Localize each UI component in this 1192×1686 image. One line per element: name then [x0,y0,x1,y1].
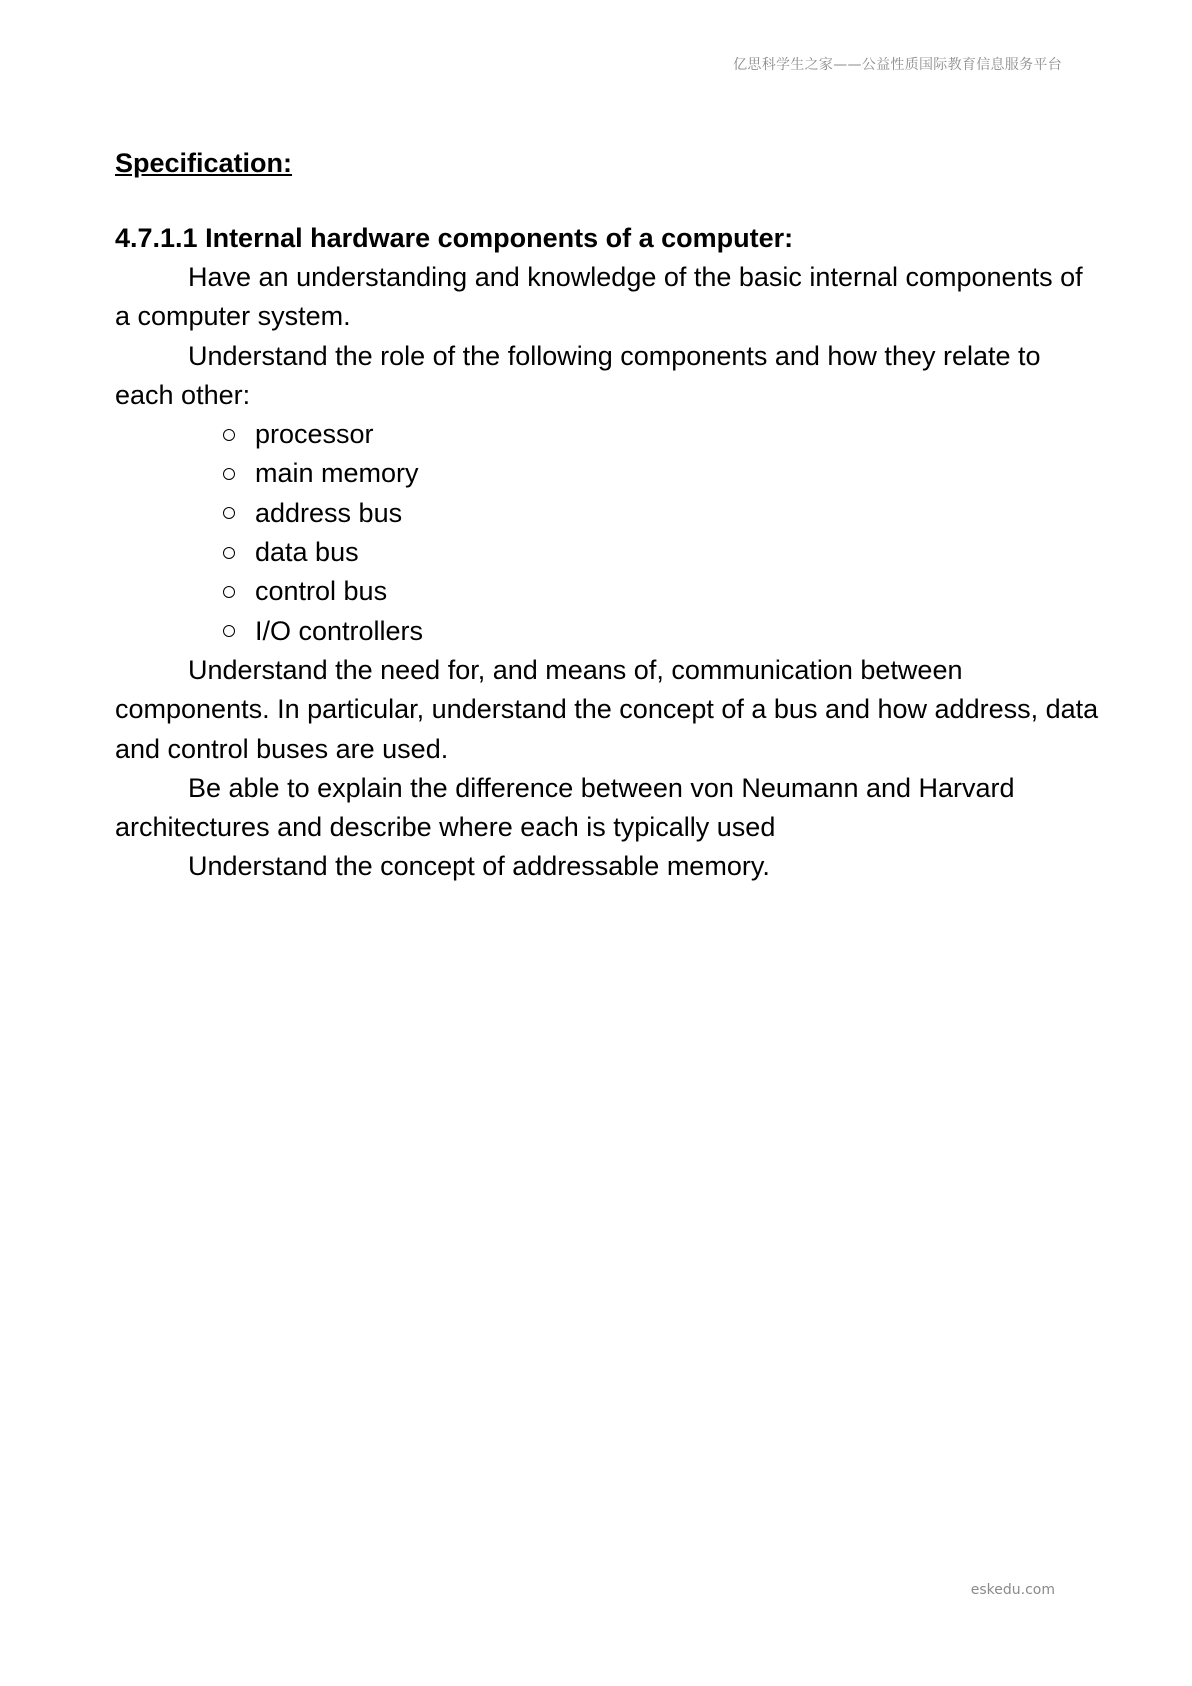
page-footer: eskedu.com [970,1582,1055,1598]
paragraph-component-roles: Understand the role of the following components and how they relate to each other: [115,340,1041,410]
paragraph-basic-components: Have an understanding and knowledge of the basic internal components of a computer system. [115,262,1083,332]
paragraph-addressable-memory: Understand the concept of addressable memory. [188,851,770,882]
list-item [223,494,1105,533]
page-header: 亿思科学生之家——公益性质国际教育信息服务平台 [733,57,1062,73]
paragraph-architectures: Be able to explain the difference between von Neumann and Harvard architectures and describe where each is typically used [115,772,1015,843]
list-item-label: main memory [255,458,419,489]
paragraph-bus-communication: Understand the need for, and means of, communication between components. In particular, understand the concept of a bus and how address, data and control buses are used. [115,654,1099,764]
list-item [223,572,1105,611]
list-item [223,454,1105,493]
list-item-label: data bus [255,537,359,568]
list-item [223,415,1105,454]
specification-title: Specification: [115,148,293,178]
list-item [223,612,1105,651]
components-list [115,415,1105,651]
hollow-circle-bullet-icon [223,586,235,598]
document-body [115,140,1105,887]
list-item-label: I/O controllers [255,615,424,646]
list-item-label: address bus [255,497,403,528]
section-heading: 4.7.1.1 Internal hardware components of a computer: [115,223,794,253]
hollow-circle-bullet-icon [223,625,235,637]
list-item-label: processor [255,419,374,450]
hollow-circle-bullet-icon [223,429,235,441]
hollow-circle-bullet-icon [223,547,235,559]
hollow-circle-bullet-icon [223,507,235,519]
list-item [223,533,1105,572]
list-item-label: control bus [255,576,388,607]
hollow-circle-bullet-icon [223,468,235,480]
